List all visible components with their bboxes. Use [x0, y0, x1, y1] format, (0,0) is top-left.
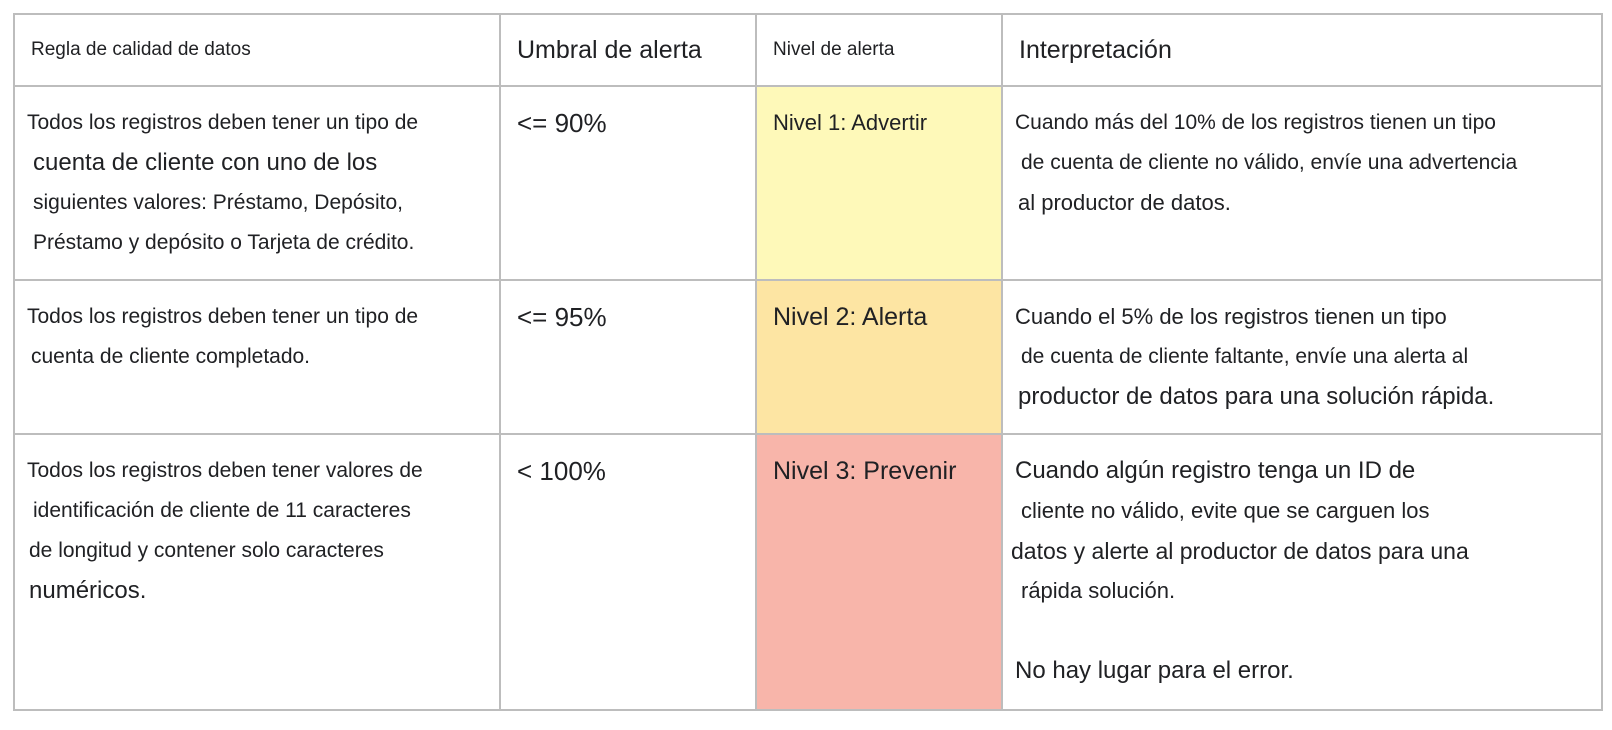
interpretation-cell: Cuando algún registro tenga un ID de cliente no válido, evite que se carguen los datos y alerte al productor de datos para una rápida solución. No hay lugar para el error.: [1002, 434, 1602, 710]
table-row: [14, 280, 1602, 434]
rule-cell: Todos los registros deben tener un tipo de cuenta de cliente con uno de los siguientes valores: Préstamo, Depósito, Préstamo y depósito o Tarjeta de crédito.: [14, 86, 500, 280]
level-cell-1: Nivel 1: Advertir: [756, 86, 1002, 280]
interpretation-note: No hay lugar para el error.: [1015, 657, 1294, 684]
level-cell-3: Nivel 3: Prevenir: [756, 434, 1002, 710]
interpretation-cell: Cuando el 5% de los registros tienen un tipo de cuenta de cliente faltante, envíe una alerta al productor de datos para una solución rápida.: [1002, 280, 1602, 434]
header-interpretation: Interpretación: [1002, 14, 1602, 86]
interpretation-cell: Cuando más del 10% de los registros tienen un tipo de cuenta de cliente no válido, envíe una advertencia al productor de datos.: [1002, 86, 1602, 280]
header-row: [14, 14, 1602, 86]
threshold-cell: <= 95%: [500, 280, 756, 434]
rule-cell: Todos los registros deben tener valores de identificación de cliente de 11 caracteres de longitud y contener solo caracteres numéricos.: [14, 434, 500, 710]
data-quality-rules-table: [13, 13, 1603, 711]
level-cell-2: Nivel 2: Alerta: [756, 280, 1002, 434]
rule-cell: Todos los registros deben tener un tipo de cuenta de cliente completado.: [14, 280, 500, 434]
table-row: [14, 434, 1602, 710]
threshold-cell: < 100%: [500, 434, 756, 710]
header-rule: Regla de calidad de datos: [14, 14, 500, 86]
table-row: [14, 86, 1602, 280]
header-level: Nivel de alerta: [756, 14, 1002, 86]
header-threshold: Umbral de alerta: [500, 14, 756, 86]
threshold-cell: <= 90%: [500, 86, 756, 280]
